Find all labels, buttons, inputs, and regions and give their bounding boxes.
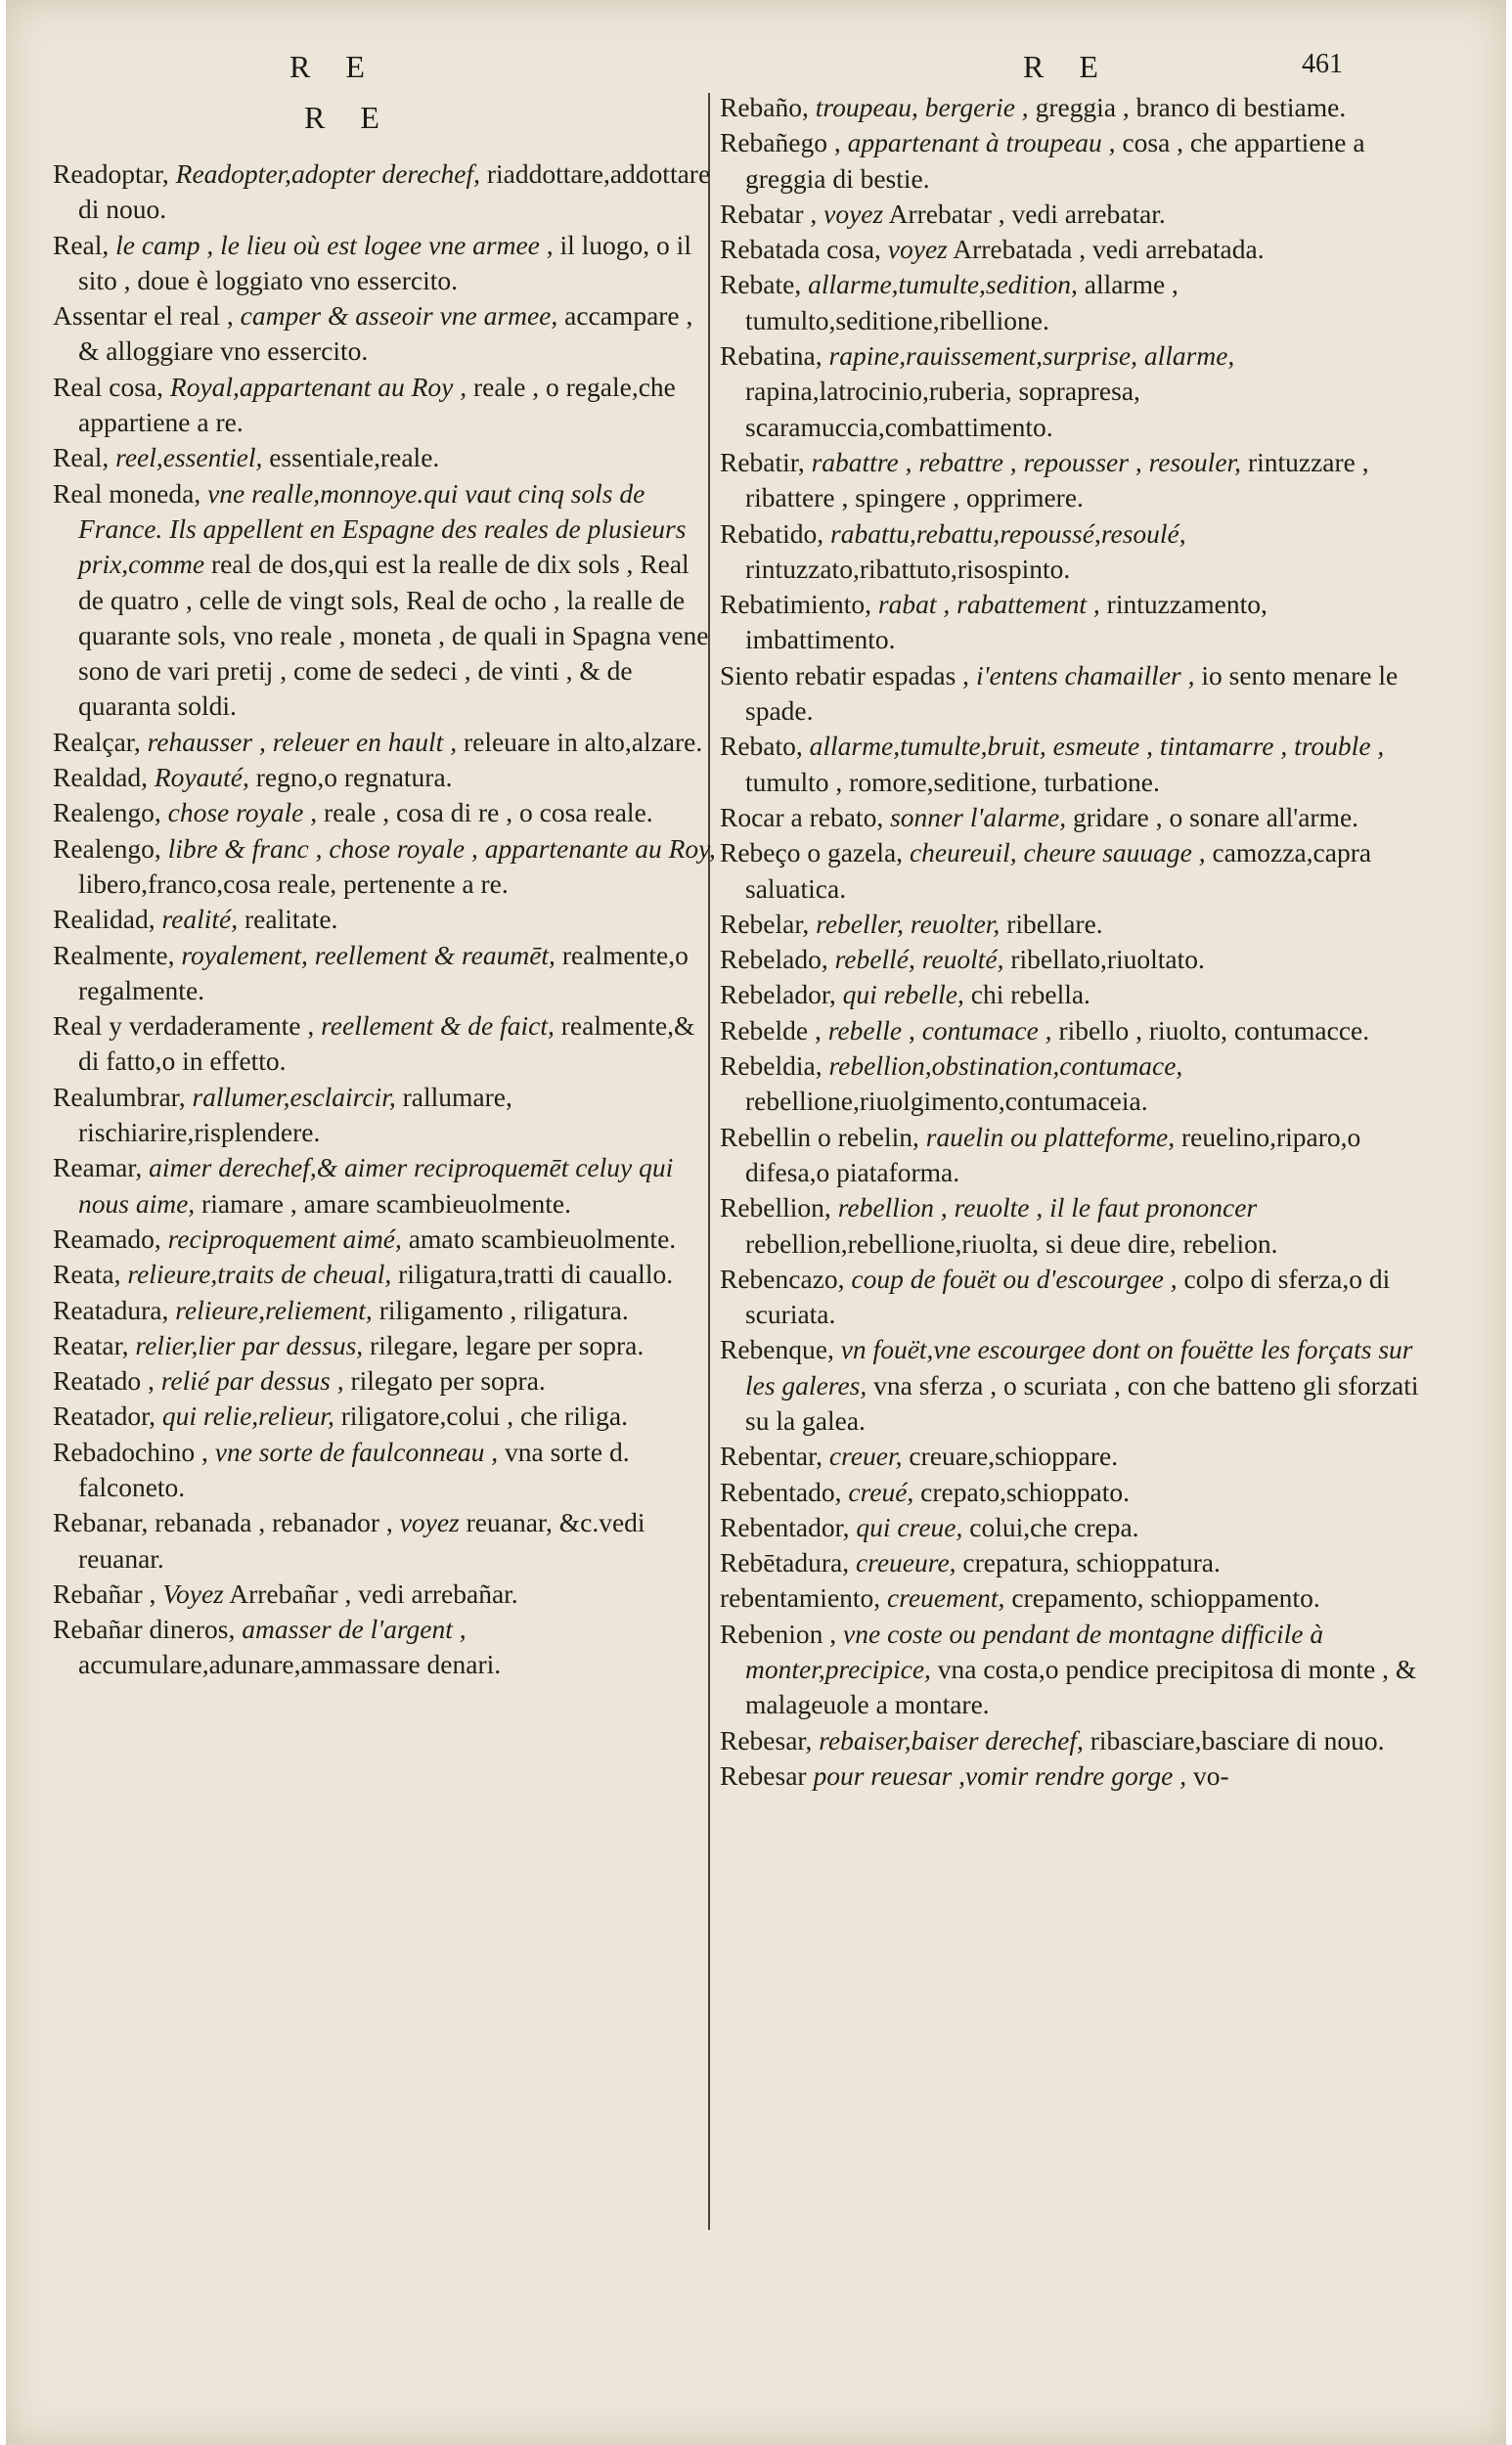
headword: Rebatir, [720, 446, 805, 477]
headword: Reata, [53, 1259, 121, 1290]
italian-gloss: vo- [1192, 1759, 1229, 1791]
dictionary-entry [53, 1612, 720, 1683]
dictionary-entry [53, 156, 720, 228]
headword: Rebelado, [720, 944, 828, 975]
dictionary-entry [53, 1363, 720, 1399]
dictionary-entry [720, 1758, 1422, 1794]
dictionary-entry [53, 725, 720, 760]
italian-gloss: riaddottare,addottare di nouo. [78, 158, 711, 225]
french-gloss: relié par dessus , [160, 1365, 344, 1397]
french-gloss: allarme,tumulte,bruit, esmeute , tintamarre , trouble , [809, 731, 1385, 762]
french-gloss: vn fouët,vne escourgee dont on fouëtte les forçats sur les galeres, [745, 1334, 1413, 1400]
french-gloss: voyez [887, 234, 948, 265]
headword: Rebentado, [720, 1476, 842, 1507]
dictionary-entry [720, 1190, 1422, 1262]
french-gloss: camper & asseoir vne armee, [240, 300, 558, 332]
french-gloss: rebelle , contumace , [827, 1014, 1052, 1045]
headword: Rocar a rebato, [720, 801, 884, 832]
headword: Rebaño, [720, 92, 809, 122]
italian-gloss: colpo di sferza,o di scuriata. [745, 1263, 1391, 1330]
italian-gloss: tumulto , romore,seditione, turbatione. [745, 766, 1160, 797]
italian-gloss: io sento menare le spade. [745, 659, 1399, 727]
french-gloss: appartenant à troupeau , [847, 127, 1116, 158]
headword: Rebatada cosa, [720, 234, 881, 265]
french-gloss: rauelin ou platteforme, [925, 1121, 1176, 1152]
french-gloss: Voyez [162, 1578, 224, 1609]
right-running-head: R E [1023, 49, 1112, 84]
italian-gloss: vna sferza , o scuriata , con che batteno gli sforzati su la galea. [745, 1369, 1419, 1436]
french-gloss: vne coste ou pendant de montagne difficile à monter,precipice, [745, 1618, 1324, 1685]
italian-gloss: accumulare,adunare,ammassare denari. [78, 1649, 502, 1680]
italian-gloss: Arrebatar , vedi arrebatar. [888, 198, 1166, 229]
section-head: R E [304, 100, 393, 135]
headword: rebentamiento, [720, 1582, 881, 1614]
dictionary-entry [53, 1505, 720, 1577]
french-gloss: libre & franc , chose royale , appartenante au Roy, [167, 832, 716, 864]
italian-gloss: riamare , amare scambieuolmente. [201, 1187, 571, 1219]
french-gloss: relier,lier par dessus, [135, 1329, 364, 1360]
headword: Rebelador, [720, 979, 836, 1010]
headword: Readoptar, [53, 158, 169, 189]
headword: Rebelde , [720, 1014, 822, 1045]
italian-gloss: rintuzzamento, imbattimento. [745, 589, 1267, 655]
dictionary-entry [53, 228, 720, 299]
italian-gloss: real de dos,qui est la realle de dix sols , Real de quatro , celle de vingt sols, Real de ocho , la realle de quarante sols, vno reale , moneta , de quali in Spagna vene sono de vari pretij , come de sedeci , de vinti , & de quaranta soldi. [78, 549, 709, 722]
italian-gloss: riligatore,colui , che riliga. [340, 1400, 628, 1432]
headword: Rebelar, [720, 908, 810, 939]
dictionary-entry [720, 1723, 1422, 1758]
dictionary-entry [720, 197, 1422, 232]
headword: Rebellin o rebelin, [720, 1121, 919, 1152]
french-gloss: creué, [848, 1476, 914, 1507]
french-gloss: rebaiser,baiser derechef, [819, 1724, 1084, 1756]
dictionary-entry [720, 658, 1422, 730]
italian-gloss: crepatura, schioppatura. [962, 1547, 1221, 1578]
headword: Realengo, [53, 832, 161, 864]
italian-gloss: realmente,& di fatto,o in effetto. [78, 1010, 695, 1077]
italian-gloss: crepamento, schioppamento. [1011, 1582, 1320, 1614]
headword: Real moneda, [53, 477, 201, 509]
dictionary-entry [720, 835, 1422, 907]
headword: Rebellion, [720, 1192, 831, 1223]
headword: Real, [53, 442, 110, 473]
headword: Rebencazo, [720, 1263, 845, 1294]
dictionary-entry [720, 1013, 1422, 1048]
headword: Rebatina, [720, 340, 823, 372]
dictionary-entry [53, 938, 720, 1009]
italian-gloss: Arrebatada , vedi arrebatada. [953, 234, 1265, 265]
italian-gloss: ribellato,riuoltato. [1010, 944, 1205, 975]
dictionary-entry [720, 1475, 1422, 1510]
italian-gloss: riligamento , riligatura. [378, 1294, 629, 1325]
dictionary-entry [53, 370, 720, 441]
french-gloss: qui rebelle, [842, 979, 964, 1010]
french-gloss: rallumer,esclaircir, [192, 1081, 396, 1112]
headword: Rebesar [720, 1759, 807, 1791]
dictionary-entry [720, 942, 1422, 977]
headword: Realçar, [53, 726, 141, 757]
french-gloss: rabattre , rebattre , repousser , resouler, [811, 446, 1242, 477]
french-gloss: aimer derechef,& aimer reciproquemēt celuy qui nous aime, [78, 1152, 674, 1219]
dictionary-entry [53, 1080, 720, 1151]
french-gloss: Royauté, [154, 762, 249, 793]
italian-gloss: reale , cosa di re , o cosa reale. [323, 797, 653, 828]
headword: Rebadochino , [53, 1436, 208, 1467]
french-gloss: realité, [161, 904, 239, 935]
italian-gloss: camozza,capra saluatica. [745, 837, 1372, 904]
dictionary-page [6, 0, 1506, 2445]
dictionary-entry [720, 1048, 1422, 1120]
french-gloss: vne realle,monnoye.qui vaut cinq sols de France. Ils appellent en Espagne des reales de plusieurs prix,comme [78, 477, 687, 580]
headword: Realengo, [53, 797, 161, 828]
french-gloss: rebeller, reuolter, [816, 908, 1001, 939]
headword: Rebatimiento, [720, 589, 872, 620]
headword: Rebatido, [720, 517, 824, 549]
french-gloss: relieure,reliement, [175, 1294, 373, 1325]
italian-gloss: realmente,o regalmente. [78, 939, 689, 1005]
headword: Assentar el real , [53, 300, 234, 332]
left-column [53, 156, 720, 1683]
headword: Rebeço o gazela, [720, 837, 904, 868]
french-gloss: rehausser , releuer en hault , [147, 726, 458, 757]
italian-gloss: releuare in alto,alzare. [463, 726, 703, 757]
headword: Realdad, [53, 762, 148, 793]
dictionary-entry [720, 1120, 1422, 1191]
headword: Rebañar , [53, 1578, 156, 1609]
italian-gloss: regno,o regnatura. [255, 762, 453, 793]
italian-gloss: rintuzzato,ribattuto,risospinto. [745, 553, 1071, 584]
italian-gloss: rapina,latrocinio,ruberia, soprapresa, scaramuccia,combattimento. [745, 376, 1140, 442]
headword: Rebenque, [720, 1334, 834, 1365]
italian-gloss: creuare,schioppare. [909, 1441, 1119, 1472]
headword: Realumbrar, [53, 1081, 186, 1112]
italian-gloss: accampare , & alloggiare vno essercito. [78, 300, 693, 367]
headword: Reamar, [53, 1152, 143, 1183]
dictionary-entry [53, 476, 720, 725]
french-gloss: rabat , rabattement , [877, 589, 1100, 620]
italian-gloss: colui,che crepa. [969, 1511, 1139, 1542]
french-gloss: cheureuil, cheure sauuage , [909, 837, 1206, 868]
italian-gloss: crepato,schioppato. [920, 1476, 1130, 1507]
french-gloss: pour reuesar ,vomir rendre gorge , [813, 1759, 1187, 1791]
dictionary-entry [53, 831, 720, 903]
italian-gloss: ribellare. [1006, 908, 1103, 939]
dictionary-entry [720, 125, 1422, 197]
italian-gloss: ribasciare,basciare di nouo. [1090, 1724, 1385, 1756]
headword: Realidad, [53, 904, 156, 935]
dictionary-entry [720, 90, 1422, 125]
headword: Siento rebatir espadas , [720, 659, 970, 690]
french-gloss: Royal,appartenant au Roy , [169, 371, 467, 402]
headword: Rebañego , [720, 127, 841, 158]
headword: Rebanar, rebanada , rebanador , [53, 1507, 393, 1538]
french-gloss: royalement, reellement & reaumēt, [181, 939, 556, 970]
dictionary-entry [53, 1293, 720, 1328]
dictionary-entry [720, 729, 1422, 800]
italian-gloss: ribello , riuolto, contumacce. [1058, 1014, 1370, 1045]
french-gloss: rebellion , reuolte , il le faut prononcer [837, 1192, 1258, 1223]
french-gloss: voyez [823, 198, 884, 229]
headword: Rebato, [720, 731, 803, 762]
italian-gloss: rilegato per sopra. [350, 1365, 546, 1397]
italian-gloss: riligatura,tratti di cauallo. [398, 1259, 674, 1290]
dictionary-entry [720, 232, 1422, 267]
headword: Rebañar dineros, [53, 1614, 236, 1645]
dictionary-entry [53, 1150, 720, 1222]
italian-gloss: gridare , o sonare all'arme. [1073, 801, 1359, 832]
page-number: 461 [1302, 49, 1343, 79]
french-gloss: rebellion,obstination,contumace, [828, 1050, 1183, 1082]
headword: Reatado , [53, 1365, 155, 1397]
italian-gloss: chi rebella. [970, 979, 1090, 1010]
french-gloss: vne sorte de faulconneau , [214, 1436, 499, 1467]
italian-gloss: reale , o regale,che appartiene a re. [78, 371, 676, 438]
dictionary-entry [53, 1008, 720, 1080]
headword: Reatar, [53, 1329, 129, 1360]
french-gloss: reel,essentiel, [115, 442, 263, 473]
headword: Rebeldia, [720, 1050, 823, 1082]
headword: Rebate, [720, 269, 802, 300]
french-gloss: rapine,rauissement,surprise, allarme, [828, 340, 1235, 372]
headword: Rebatar , [720, 198, 818, 229]
french-gloss: creuer, [828, 1441, 903, 1472]
french-gloss: coup de fouët ou d'escourgee , [851, 1263, 1178, 1294]
headword: Real cosa, [53, 371, 164, 402]
dictionary-entry [720, 1262, 1422, 1333]
italian-gloss: vna costa,o pendice precipitosa di monte , & malageuole a montare. [745, 1654, 1417, 1720]
french-gloss: allarme,tumulte,sedition, [808, 269, 1078, 300]
french-gloss: reellement & de faict, [321, 1010, 555, 1042]
italian-gloss: reuelino,riparo,o difesa,o piataforma. [745, 1121, 1361, 1187]
dictionary-entry [53, 1577, 720, 1612]
french-gloss: relieure,traits de cheual, [127, 1259, 392, 1290]
dictionary-entry [53, 760, 720, 795]
dictionary-entry [53, 1399, 720, 1434]
dictionary-entry [53, 902, 720, 937]
dictionary-entry [720, 1580, 1422, 1616]
french-gloss: Readopter,adopter derechef, [175, 158, 480, 189]
french-gloss: amasser de l'argent , [242, 1614, 467, 1645]
french-gloss: chose royale , [167, 797, 318, 828]
dictionary-entry [720, 1617, 1422, 1723]
french-gloss: rebellé, reuolté, [834, 944, 1004, 975]
dictionary-entry [53, 795, 720, 830]
headword: Real, [53, 229, 110, 260]
headword: Real y verdaderamente , [53, 1010, 315, 1042]
dictionary-entry [53, 298, 720, 370]
dictionary-entry [720, 267, 1422, 338]
dictionary-entry [720, 800, 1422, 835]
headword: Reatadura, [53, 1294, 169, 1325]
dictionary-entry [720, 587, 1422, 658]
italian-gloss: rebellione,riuolgimento,contumaceia. [745, 1086, 1148, 1117]
italian-gloss: rintuzzare , ribattere , spingere , opprimere. [745, 446, 1369, 513]
dictionary-entry [720, 1545, 1422, 1580]
dictionary-entry [720, 907, 1422, 942]
headword: Realmente, [53, 939, 175, 970]
headword: Reamado, [53, 1222, 161, 1254]
dictionary-entry [53, 1257, 720, 1292]
italian-gloss: allarme , tumulto,seditione,ribellione. [745, 269, 1178, 335]
dictionary-entry [720, 516, 1422, 588]
left-running-head: R E [289, 49, 378, 84]
french-gloss: rabattu,rebattu,repoussé,resoulé, [830, 517, 1186, 549]
italian-gloss: vna sorte d. falconeto. [78, 1436, 630, 1502]
dictionary-entry [720, 1332, 1422, 1439]
headword: Rebesar, [720, 1724, 813, 1756]
french-gloss: sonner l'alarme, [890, 801, 1067, 832]
french-gloss: le camp , le lieu où est logee vne armee , [115, 229, 554, 260]
dictionary-entry [720, 1439, 1422, 1474]
dictionary-entry [53, 440, 720, 475]
italian-gloss: reuanar, &c.vedi reuanar. [78, 1507, 645, 1574]
dictionary-entry [53, 1222, 720, 1257]
headword: Reatador, [53, 1400, 156, 1432]
dictionary-entry [720, 338, 1422, 445]
french-gloss: reciproquement aimé, [167, 1222, 402, 1254]
right-column [720, 90, 1422, 1794]
french-gloss: voyez [399, 1507, 460, 1538]
italian-gloss: libero,franco,cosa reale, pertenente a re. [78, 867, 509, 899]
french-gloss: troupeau, bergerie , [815, 92, 1029, 122]
italian-gloss: cosa , che appartiene a greggia di bestie. [745, 127, 1365, 194]
dictionary-entry [720, 977, 1422, 1012]
french-gloss: creuement, [887, 1582, 1005, 1614]
italian-gloss: amato scambieuolmente. [408, 1222, 677, 1254]
headword: Rebētadura, [720, 1547, 850, 1578]
headword: Rebentar, [720, 1441, 823, 1472]
italian-gloss: rilegare, legare per sopra. [370, 1329, 645, 1360]
french-gloss: qui creue, [856, 1511, 963, 1542]
french-gloss: creueure, [855, 1547, 956, 1578]
italian-gloss: Arrebañar , vedi arrebañar. [229, 1578, 518, 1609]
dictionary-entry [53, 1328, 720, 1363]
italian-gloss: greggia , branco di bestiame. [1035, 92, 1347, 122]
headword: Rebenion , [720, 1618, 837, 1649]
french-gloss: i'entens chamailler , [975, 659, 1195, 690]
french-gloss: qui relie,relieur, [161, 1400, 334, 1432]
headword: Rebentador, [720, 1511, 850, 1542]
dictionary-entry [720, 445, 1422, 516]
italian-gloss: realitate. [245, 904, 338, 935]
italian-gloss: rebellion,rebellione,riuolta, si deue dire, rebelion. [745, 1227, 1278, 1259]
dictionary-entry [53, 1435, 720, 1506]
italian-gloss: essentiale,reale. [269, 442, 440, 473]
dictionary-entry [720, 1510, 1422, 1545]
italian-gloss: il luogo, o il sito , doue è loggiato vno essercito. [78, 229, 691, 295]
italian-gloss: rallumare, rischiarire,risplendere. [78, 1081, 512, 1148]
